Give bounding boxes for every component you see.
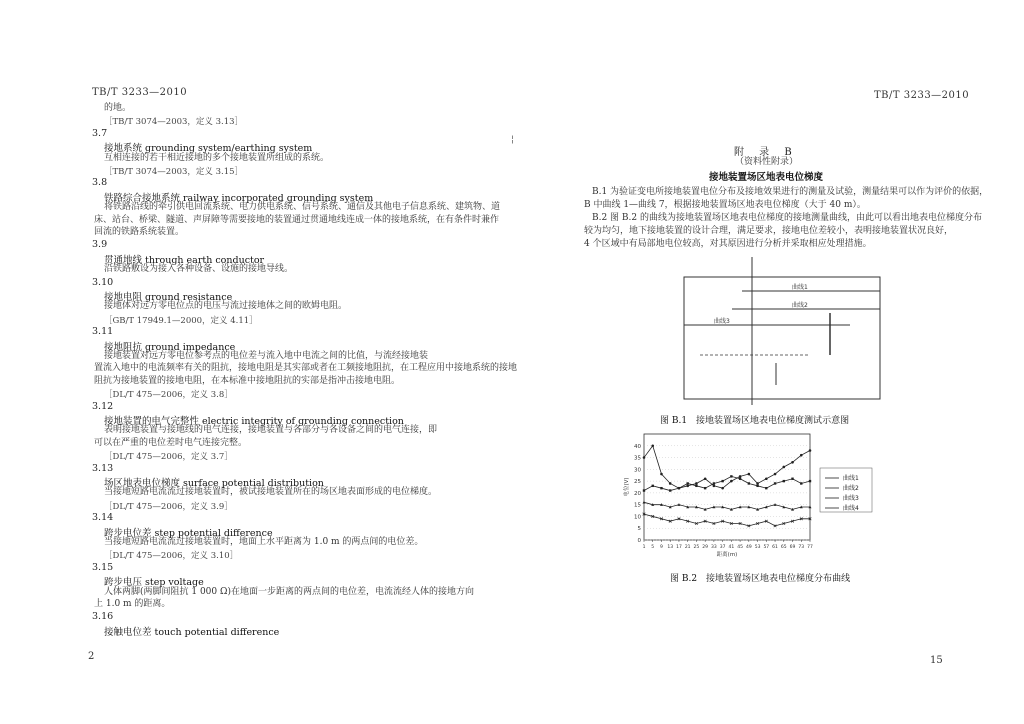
figure-b1-label-2: 曲线2 bbox=[792, 302, 808, 309]
x-tick-label: 37 bbox=[719, 545, 726, 550]
y-tick-label: 0 bbox=[637, 538, 641, 544]
reference-line: ［DL/T 475—2006，定义 3.7］ bbox=[104, 452, 233, 463]
term-heading: 接地阻抗 ground impedance bbox=[104, 341, 236, 353]
body-text-line: 当接地短路电流流过接地装置时，被试接地装置所在的场区地表面形成的电位梯度。 bbox=[104, 487, 438, 498]
body-text-line: 表明接地装置与接地线的电气连接，接地装置与各部分与各设备之间的电气连接，即 bbox=[104, 425, 438, 436]
x-axis-label: 距离(m) bbox=[716, 552, 738, 558]
body-text-line: 床、站台、桥梁、隧道、声屏障等需要接地的装置通过贯通地线连成一体的接地系统，在有条件时兼作 bbox=[94, 214, 500, 225]
y-tick-label: 25 bbox=[634, 479, 641, 486]
clause-number: 3.7 bbox=[92, 127, 108, 139]
x-tick-label: 53 bbox=[754, 545, 761, 550]
body-text-line: 互相连接的若干相近接地的多个接地装置所组成的系统。 bbox=[104, 152, 330, 163]
data-point bbox=[730, 475, 732, 477]
data-point bbox=[800, 454, 803, 457]
data-point bbox=[669, 489, 671, 491]
y-tick-label: 15 bbox=[634, 502, 641, 509]
body-text-line: 回流的铁路系统装置。 bbox=[94, 227, 185, 237]
right-page-number: 15 bbox=[930, 655, 943, 666]
body-line-5: 4 个区域中有局部地电位较高，对其原因进行分析并采取相应处理措施。 bbox=[584, 239, 872, 249]
figure-b1-diagram bbox=[680, 255, 900, 405]
data-point bbox=[678, 487, 680, 489]
legend-entry: 曲线3 bbox=[843, 495, 859, 502]
data-point bbox=[660, 487, 662, 489]
series-line-3 bbox=[644, 502, 810, 509]
x-tick-label: 57 bbox=[763, 545, 770, 550]
reference-line: ［DL/T 475—2006，定义 3.8］ bbox=[104, 390, 233, 401]
body-text-line: 阻抗为接地装置的接地电阻，在本标准中接地阻抗的实部是指冲击接地电阻。 bbox=[94, 375, 401, 386]
data-point bbox=[782, 466, 785, 469]
clause-number: 3.15 bbox=[92, 561, 114, 573]
data-point bbox=[721, 480, 723, 482]
data-point bbox=[783, 480, 785, 482]
term-heading: 场区地表电位梯度 surface potential distribution bbox=[104, 478, 324, 489]
data-point bbox=[756, 482, 759, 485]
appendix-title: 接地装置场区地表电位梯度 bbox=[709, 172, 824, 183]
body-text-line: 当接地短路电流流过接地装置时，地面上水平距离为 1.0 m 的两点间的电位差。 bbox=[104, 537, 424, 547]
body-text-line: 的地。 bbox=[104, 103, 132, 113]
data-point bbox=[695, 482, 698, 485]
data-point bbox=[748, 482, 750, 484]
data-point bbox=[651, 444, 654, 447]
clause-number: 3.12 bbox=[92, 400, 114, 412]
y-tick-label: 35 bbox=[634, 455, 641, 462]
figure-b1-label-3: 曲线3 bbox=[714, 318, 730, 325]
body-line-3: B.2 图 B.2 的曲线为接地装置场区地表电位梯度的接地测量曲线，由此可以看出地表电位梯度分布 bbox=[592, 213, 982, 223]
x-tick-label: 9 bbox=[660, 545, 663, 550]
body-line-1: B.1 为验证变电所接地装置电位分布及接地效果进行的测量及试验，测量结果可以作为评价的依据， bbox=[592, 187, 989, 197]
data-point bbox=[765, 477, 768, 480]
x-tick-label: 5 bbox=[651, 545, 655, 550]
left-page-header: TB/T 3233—2010 bbox=[92, 87, 188, 98]
series-line-2 bbox=[644, 476, 810, 490]
data-point bbox=[774, 473, 777, 476]
data-point bbox=[809, 480, 811, 482]
clause-number: 3.16 bbox=[92, 611, 114, 623]
data-point bbox=[704, 477, 707, 480]
data-point bbox=[652, 485, 654, 487]
body-text-line: 可以在严重的电位差时电气连接完整。 bbox=[94, 437, 248, 448]
body-text-line: 人体两脚(两脚间阻抗 1 000 Ω)在地面一步距离的两点间的电位差，电流流经人体的接地方向 bbox=[104, 586, 474, 597]
term-heading: 接地电阻 ground resistance bbox=[104, 292, 233, 303]
body-line-4: 较为均匀，地下接地装置的设计合理，满足要求，接地电位差较小，表明接地装置状况良好， bbox=[584, 226, 954, 236]
data-point bbox=[774, 482, 776, 484]
reference-line: ［GB/T 17949.1—2000，定义 4.11］ bbox=[104, 315, 258, 326]
x-tick-label: 61 bbox=[772, 545, 778, 550]
data-point bbox=[809, 449, 812, 452]
data-point bbox=[800, 482, 802, 484]
reference-line: ［DL/T 475—2006，定义 3.9］ bbox=[104, 501, 233, 512]
x-tick-label: 65 bbox=[780, 545, 787, 550]
data-point bbox=[713, 485, 716, 488]
term-heading: 接触电位差 touch potential difference bbox=[104, 626, 280, 638]
data-point bbox=[756, 485, 758, 487]
reference-line: ［TB/T 3074—2003，定义 3.15］ bbox=[104, 167, 244, 177]
term-heading: 跨步电位差 step potential difference bbox=[104, 527, 273, 539]
x-tick-label: 69 bbox=[789, 545, 796, 550]
body-text-line: 接地体对远方零电位点的电压与流过接地体之间的欧姆电阻。 bbox=[104, 301, 348, 312]
x-tick-label: 45 bbox=[737, 545, 743, 550]
x-tick-label: 25 bbox=[693, 545, 700, 550]
clause-number: 3.11 bbox=[92, 326, 114, 338]
term-heading: 跨步电压 step voltage bbox=[104, 577, 204, 589]
figure-b2-caption: 图 B.2 接地装置场区地表电位梯度分布曲线 bbox=[670, 574, 851, 584]
right-page-header: TB/T 3233—2010 bbox=[874, 90, 970, 101]
x-tick-label: 29 bbox=[702, 545, 709, 550]
x-tick-label: 73 bbox=[798, 545, 805, 550]
data-point bbox=[704, 487, 706, 489]
data-point bbox=[695, 485, 697, 487]
term-heading: 接地装置的电气完整性 electric integrity of grounding connection bbox=[104, 416, 404, 427]
term-heading: 接地系统 grounding system/earthing system bbox=[104, 143, 313, 155]
data-point bbox=[730, 480, 733, 483]
term-heading: 贯通地线 through earth conductor bbox=[104, 254, 265, 266]
data-point bbox=[739, 475, 742, 478]
body-text-line: 置流入地中的电流频率有关的阻抗，接地电阻是其实部或者在工频接地阻抗，在工程应用中接地系统的接地 bbox=[94, 363, 518, 374]
data-point bbox=[686, 482, 688, 484]
y-tick-label: 5 bbox=[637, 526, 641, 533]
figure-b1-caption: 图 B.1 接地装置场区地表电位梯度测试示意图 bbox=[660, 416, 850, 426]
left-page-number: 2 bbox=[88, 651, 95, 662]
data-point bbox=[660, 473, 663, 476]
clause-number: 3.8 bbox=[92, 177, 108, 189]
data-point bbox=[669, 482, 672, 485]
data-point bbox=[643, 456, 646, 459]
x-tick-label: 77 bbox=[807, 545, 813, 550]
body-text-line: 将铁路沿线的牵引供电回流系统、电力供电系统、信号系统、通信及其他电子信息系统、建筑物、道 bbox=[104, 202, 501, 213]
y-tick-label: 30 bbox=[634, 467, 641, 474]
data-point bbox=[643, 489, 645, 491]
x-tick-label: 33 bbox=[711, 545, 717, 550]
x-tick-label: 1 bbox=[642, 545, 646, 550]
data-point bbox=[791, 478, 793, 480]
series-line-1 bbox=[644, 446, 810, 488]
legend-entry: 曲线2 bbox=[843, 485, 859, 492]
body-text-line: 上 1.0 m 的距离。 bbox=[94, 599, 171, 609]
data-point bbox=[739, 478, 741, 480]
y-axis-label: 电位(V) bbox=[624, 477, 630, 497]
clause-number: 3.9 bbox=[92, 239, 108, 251]
clause-number: 3.10 bbox=[92, 276, 114, 288]
y-tick-label: 20 bbox=[634, 490, 641, 497]
data-point bbox=[765, 487, 767, 489]
data-point bbox=[686, 485, 689, 488]
x-tick-label: 13 bbox=[667, 545, 674, 550]
data-point bbox=[721, 487, 724, 490]
x-tick-label: 21 bbox=[684, 545, 691, 550]
clause-number: 3.13 bbox=[92, 462, 114, 474]
appendix-label: 附 录 B bbox=[734, 147, 798, 158]
x-tick-label: 17 bbox=[676, 545, 682, 550]
x-tick-label: 41 bbox=[728, 545, 735, 550]
body-line-2: B 中曲线 1—曲线 7，根据接地装置场区地表电位梯度（大于 40 m）。 bbox=[584, 200, 866, 210]
legend-entry: 曲线1 bbox=[843, 475, 859, 482]
y-tick-label: 40 bbox=[634, 443, 641, 450]
figure-b1-label-1: 曲线1 bbox=[792, 284, 808, 291]
data-point bbox=[748, 473, 751, 476]
site-boundary bbox=[684, 277, 880, 399]
clause-number: 3.14 bbox=[92, 512, 114, 524]
figure-b2-chart bbox=[620, 428, 880, 558]
legend-entry: 曲线4 bbox=[843, 505, 859, 512]
data-point bbox=[791, 461, 794, 464]
term-heading: 铁路综合接地系统 railway incorporated grounding system bbox=[104, 192, 374, 204]
page-fold-mark: ¦ bbox=[511, 135, 515, 145]
body-text-line: 接地装置对远方零电位参考点的电位差与流入地中电流之间的比值，与流经接地装 bbox=[104, 351, 429, 361]
reference-line: ［TB/T 3074—2003，定义 3.13］ bbox=[104, 117, 244, 128]
right-page bbox=[512, 0, 1024, 724]
appendix-type: （资料性附录） bbox=[735, 157, 799, 167]
reference-line: ［DL/T 475—2006，定义 3.10］ bbox=[104, 551, 239, 562]
data-point bbox=[713, 482, 715, 484]
plot-frame bbox=[644, 434, 810, 540]
data-point bbox=[643, 501, 646, 504]
x-tick-label: 49 bbox=[745, 545, 752, 550]
y-tick-label: 10 bbox=[634, 514, 641, 521]
body-text-line: 沿铁路敷设为接入各种设备、设施的接地导线。 bbox=[104, 264, 294, 275]
